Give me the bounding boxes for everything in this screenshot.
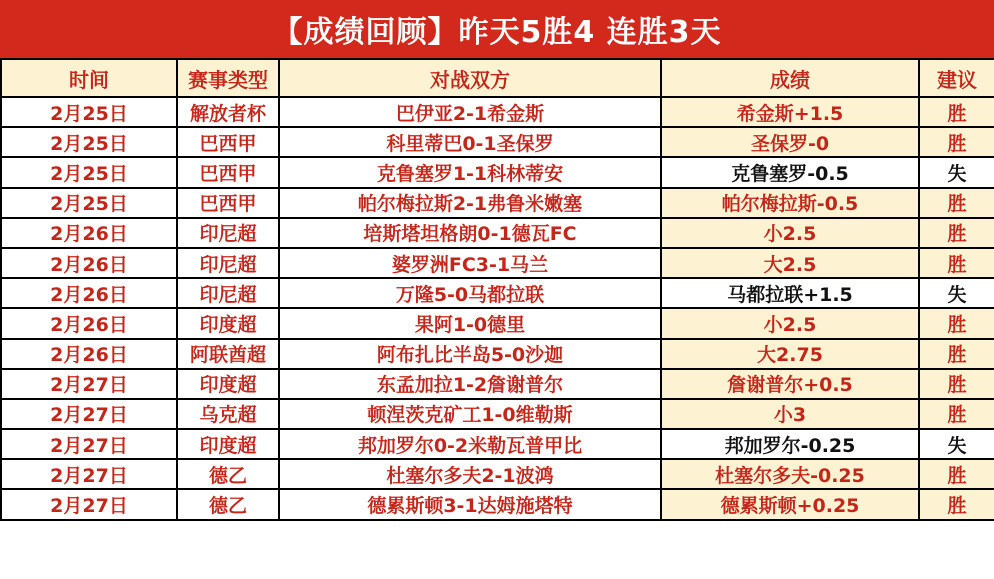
table-row [1,157,994,187]
league-cell: 巴西甲 [177,188,279,218]
page-title: 【成绩回顾】昨天5胜4 连胜3天 [272,15,722,50]
header-row [1,59,994,97]
table-row [1,369,994,399]
verdict-cell: 胜 [919,248,994,278]
table-row [1,218,994,248]
table-row [1,188,994,218]
date-cell: 2月26日 [1,248,177,278]
title-banner [0,0,994,58]
league-cell: 印尼超 [177,248,279,278]
result-cell: 小3 [661,399,919,429]
table-row [1,399,994,429]
verdict-cell: 胜 [919,489,994,519]
match-cell: 科里蒂巴0-1圣保罗 [279,127,661,157]
verdict-cell: 胜 [919,188,994,218]
league-cell: 阿联酋超 [177,339,279,369]
result-cell: 马都拉联+1.5 [661,278,919,308]
verdict-cell: 失 [919,429,994,459]
verdict-cell: 胜 [919,308,994,338]
verdict-cell: 失 [919,278,994,308]
date-cell: 2月27日 [1,399,177,429]
match-cell: 帕尔梅拉斯2-1弗鲁米嫩塞 [279,188,661,218]
match-cell: 东孟加拉1-2詹谢普尔 [279,369,661,399]
date-cell: 2月27日 [1,459,177,489]
verdict-cell: 胜 [919,459,994,489]
col-header-result: 成绩 [661,59,919,97]
league-cell: 巴西甲 [177,157,279,187]
match-cell: 培斯塔坦格朗0-1德瓦FC [279,218,661,248]
result-cell: 小2.5 [661,308,919,338]
result-cell: 克鲁塞罗-0.5 [661,157,919,187]
date-cell: 2月25日 [1,188,177,218]
date-cell: 2月27日 [1,489,177,519]
table-row [1,97,994,127]
date-cell: 2月26日 [1,278,177,308]
date-cell: 2月26日 [1,339,177,369]
verdict-cell: 胜 [919,97,994,127]
league-cell: 印尼超 [177,278,279,308]
league-cell: 印度超 [177,429,279,459]
result-cell: 德累斯顿+0.25 [661,489,919,519]
table-row [1,459,994,489]
result-cell: 大2.5 [661,248,919,278]
verdict-cell: 胜 [919,399,994,429]
table-row [1,248,994,278]
date-cell: 2月25日 [1,157,177,187]
col-header-time: 时间 [1,59,177,97]
verdict-cell: 胜 [919,339,994,369]
result-cell: 詹谢普尔+0.5 [661,369,919,399]
result-cell: 大2.75 [661,339,919,369]
date-cell: 2月26日 [1,218,177,248]
date-cell: 2月26日 [1,308,177,338]
league-cell: 乌克超 [177,399,279,429]
results-table [0,58,994,521]
results-table-body [1,97,994,520]
table-row [1,308,994,338]
match-cell: 邦加罗尔0-2米勒瓦普甲比 [279,429,661,459]
league-cell: 德乙 [177,489,279,519]
date-cell: 2月25日 [1,97,177,127]
result-cell: 希金斯+1.5 [661,97,919,127]
league-cell: 解放者杯 [177,97,279,127]
result-cell: 帕尔梅拉斯-0.5 [661,188,919,218]
match-cell: 万隆5-0马都拉联 [279,278,661,308]
verdict-cell: 胜 [919,127,994,157]
col-header-match: 对战双方 [279,59,661,97]
match-cell: 巴伊亚2-1希金斯 [279,97,661,127]
table-row [1,278,994,308]
match-cell: 阿布扎比半岛5-0沙迦 [279,339,661,369]
col-header-league: 赛事类型 [177,59,279,97]
verdict-cell: 胜 [919,218,994,248]
table-row [1,489,994,519]
table-row [1,429,994,459]
verdict-cell: 胜 [919,369,994,399]
league-cell: 德乙 [177,459,279,489]
match-cell: 杜塞尔多夫2-1波鸿 [279,459,661,489]
league-cell: 印尼超 [177,218,279,248]
date-cell: 2月25日 [1,127,177,157]
league-cell: 印度超 [177,369,279,399]
result-cell: 邦加罗尔-0.25 [661,429,919,459]
date-cell: 2月27日 [1,429,177,459]
league-cell: 印度超 [177,308,279,338]
date-cell: 2月27日 [1,369,177,399]
match-cell: 顿涅茨克矿工1-0维勒斯 [279,399,661,429]
match-cell: 果阿1-0德里 [279,308,661,338]
result-cell: 圣保罗-0 [661,127,919,157]
table-row [1,339,994,369]
col-header-verdict: 建议 [919,59,994,97]
result-cell: 小2.5 [661,218,919,248]
match-cell: 婆罗洲FC3-1马兰 [279,248,661,278]
result-cell: 杜塞尔多夫-0.25 [661,459,919,489]
league-cell: 巴西甲 [177,127,279,157]
match-cell: 德累斯顿3-1达姆施塔特 [279,489,661,519]
table-row [1,127,994,157]
verdict-cell: 失 [919,157,994,187]
match-cell: 克鲁塞罗1-1科林蒂安 [279,157,661,187]
